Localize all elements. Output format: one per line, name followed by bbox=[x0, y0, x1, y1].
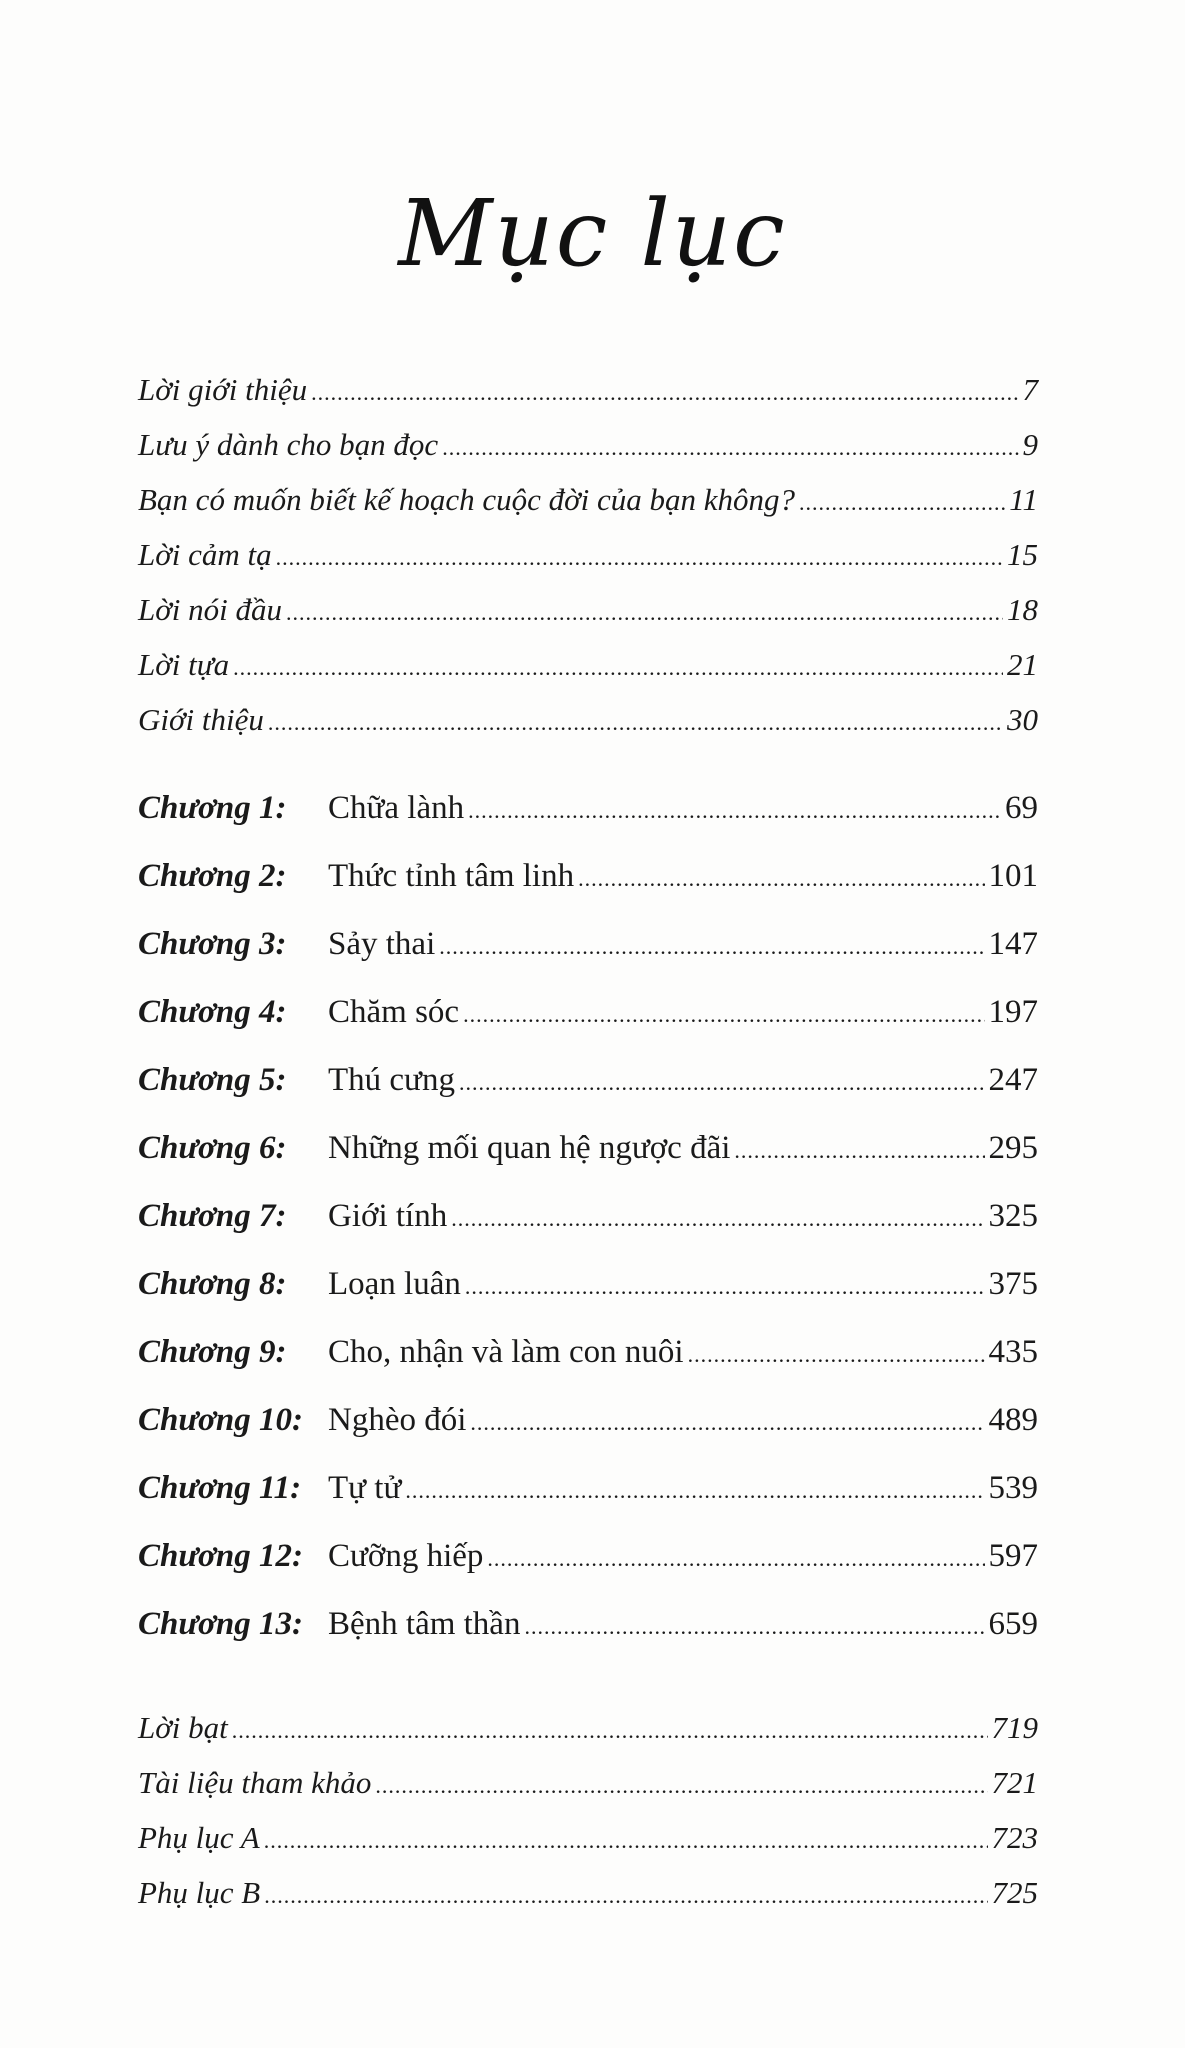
page-number: 7 bbox=[1022, 372, 1038, 407]
page-number: 597 bbox=[988, 1538, 1038, 1574]
dot-leader bbox=[276, 537, 1003, 573]
chapter-title: Sảy thai bbox=[328, 926, 436, 962]
page-number: 295 bbox=[988, 1130, 1038, 1166]
chapter-title: Tự tử bbox=[328, 1470, 402, 1506]
chapter-entry[interactable] bbox=[138, 926, 1038, 963]
page-number: 725 bbox=[991, 1875, 1038, 1910]
page-number: 101 bbox=[988, 858, 1038, 894]
chapter-number: Chương 6: bbox=[138, 1130, 287, 1166]
page-number: 18 bbox=[1007, 592, 1038, 627]
toc-entry[interactable] bbox=[138, 1710, 1038, 1746]
page-number: 659 bbox=[988, 1606, 1038, 1642]
chapter-title: Thú cưng bbox=[328, 1062, 455, 1098]
chapter-entry[interactable] bbox=[138, 1334, 1038, 1371]
page-number: 723 bbox=[991, 1820, 1038, 1855]
chapter-title: Cưỡng hiếp bbox=[328, 1538, 484, 1574]
chapter-number: Chương 8: bbox=[138, 1266, 287, 1302]
page-number: 435 bbox=[988, 1334, 1038, 1370]
chapter-entry[interactable] bbox=[138, 1130, 1038, 1167]
dot-leader bbox=[459, 1062, 985, 1099]
entry-label: Tài liệu tham khảo bbox=[138, 1765, 372, 1800]
entry-label: Phụ lục B bbox=[138, 1875, 261, 1910]
toc-entry[interactable] bbox=[138, 1765, 1038, 1801]
chapter-number: Chương 11: bbox=[138, 1470, 302, 1506]
page-number: 375 bbox=[988, 1266, 1038, 1302]
dot-leader bbox=[264, 1820, 988, 1856]
chapter-number: Chương 10: bbox=[138, 1402, 303, 1438]
chapter-number: Chương 3: bbox=[138, 926, 287, 962]
dot-leader bbox=[233, 647, 1003, 683]
chapter-title: Giới tính bbox=[328, 1198, 448, 1234]
chapter-number: Chương 5: bbox=[138, 1062, 287, 1098]
page-number: 197 bbox=[988, 994, 1038, 1030]
dot-leader bbox=[799, 482, 1005, 518]
dot-leader bbox=[375, 1765, 987, 1801]
page-title: Mục lục bbox=[398, 180, 787, 287]
toc-entry[interactable] bbox=[138, 427, 1038, 463]
entry-label: Giới thiệu bbox=[138, 702, 264, 737]
toc-entry[interactable] bbox=[138, 372, 1038, 408]
dot-leader bbox=[734, 1130, 984, 1167]
chapter-number: Chương 1: bbox=[138, 790, 287, 826]
dot-leader bbox=[578, 858, 984, 895]
chapter-title: Nghèo đói bbox=[328, 1402, 467, 1438]
toc-entry[interactable] bbox=[138, 647, 1038, 683]
dot-leader bbox=[524, 1606, 984, 1643]
entry-label: Lời tựa bbox=[138, 647, 230, 682]
dot-leader bbox=[405, 1470, 984, 1507]
chapter-entry[interactable] bbox=[138, 858, 1038, 895]
page-number: 539 bbox=[988, 1470, 1038, 1506]
chapter-title: Cho, nhận và làm con nuôi bbox=[328, 1334, 684, 1370]
entry-label: Lời giới thiệu bbox=[138, 372, 308, 407]
chapter-entry[interactable] bbox=[138, 1266, 1038, 1303]
chapter-title: Thức tỉnh tâm linh bbox=[328, 858, 575, 894]
chapter-title: Chăm sóc bbox=[328, 994, 460, 1030]
entry-label: Phụ lục A bbox=[138, 1820, 260, 1855]
dot-leader bbox=[232, 1710, 988, 1746]
dot-leader bbox=[442, 427, 1018, 463]
dot-leader bbox=[465, 1266, 985, 1303]
toc-entry[interactable] bbox=[138, 702, 1038, 738]
page-number: 247 bbox=[988, 1062, 1038, 1098]
chapter-entry[interactable] bbox=[138, 994, 1038, 1031]
chapter-title: Chữa lành bbox=[328, 790, 465, 826]
toc-entry[interactable] bbox=[138, 482, 1038, 518]
chapter-entry[interactable] bbox=[138, 1606, 1038, 1643]
page-number: 11 bbox=[1009, 482, 1038, 517]
chapter-entry[interactable] bbox=[138, 1538, 1038, 1575]
dot-leader bbox=[439, 926, 984, 963]
entry-label: Bạn có muốn biết kế hoạch cuộc đời của bạn không? bbox=[138, 482, 796, 517]
dot-leader bbox=[487, 1538, 984, 1575]
page-number: 719 bbox=[991, 1710, 1038, 1745]
page-number: 9 bbox=[1022, 427, 1038, 462]
chapter-entry[interactable] bbox=[138, 1470, 1038, 1507]
dot-leader bbox=[311, 372, 1018, 408]
chapter-number: Chương 13: bbox=[138, 1606, 303, 1642]
chapter-entry[interactable] bbox=[138, 1198, 1038, 1235]
toc-entry[interactable] bbox=[138, 537, 1038, 573]
entry-label: Lời nói đầu bbox=[138, 592, 283, 627]
dot-leader bbox=[268, 702, 1003, 738]
chapter-entry[interactable] bbox=[138, 790, 1038, 827]
toc-entry[interactable] bbox=[138, 1820, 1038, 1856]
entry-label: Lời cảm tạ bbox=[138, 537, 272, 572]
chapter-entry[interactable] bbox=[138, 1402, 1038, 1439]
chapter-title: Bệnh tâm thần bbox=[328, 1606, 521, 1642]
dot-leader bbox=[470, 1402, 984, 1439]
page-number: 21 bbox=[1007, 647, 1038, 682]
page-number: 325 bbox=[988, 1198, 1038, 1234]
chapter-number: Chương 12: bbox=[138, 1538, 303, 1574]
page-number: 721 bbox=[991, 1765, 1038, 1800]
chapter-entry[interactable] bbox=[138, 1062, 1038, 1099]
chapter-title: Loạn luân bbox=[328, 1266, 461, 1302]
chapter-number: Chương 7: bbox=[138, 1198, 287, 1234]
toc-entry[interactable] bbox=[138, 592, 1038, 628]
toc-entry[interactable] bbox=[138, 1875, 1038, 1911]
dot-leader bbox=[286, 592, 1003, 628]
page-number: 489 bbox=[988, 1402, 1038, 1438]
dot-leader bbox=[688, 1334, 985, 1371]
chapter-number: Chương 9: bbox=[138, 1334, 287, 1370]
chapter-number: Chương 4: bbox=[138, 994, 287, 1030]
page-number: 15 bbox=[1007, 537, 1038, 572]
dot-leader bbox=[468, 790, 1001, 827]
page-number: 69 bbox=[1005, 790, 1038, 826]
chapter-title: Những mối quan hệ ngược đãi bbox=[328, 1130, 731, 1166]
page-number: 147 bbox=[988, 926, 1038, 962]
entry-label: Lưu ý dành cho bạn đọc bbox=[138, 427, 439, 462]
dot-leader bbox=[463, 994, 984, 1031]
entry-label: Lời bạt bbox=[138, 1710, 228, 1745]
dot-leader bbox=[264, 1875, 987, 1911]
chapter-number: Chương 2: bbox=[138, 858, 287, 894]
page-number: 30 bbox=[1007, 702, 1038, 737]
dot-leader bbox=[451, 1198, 984, 1235]
